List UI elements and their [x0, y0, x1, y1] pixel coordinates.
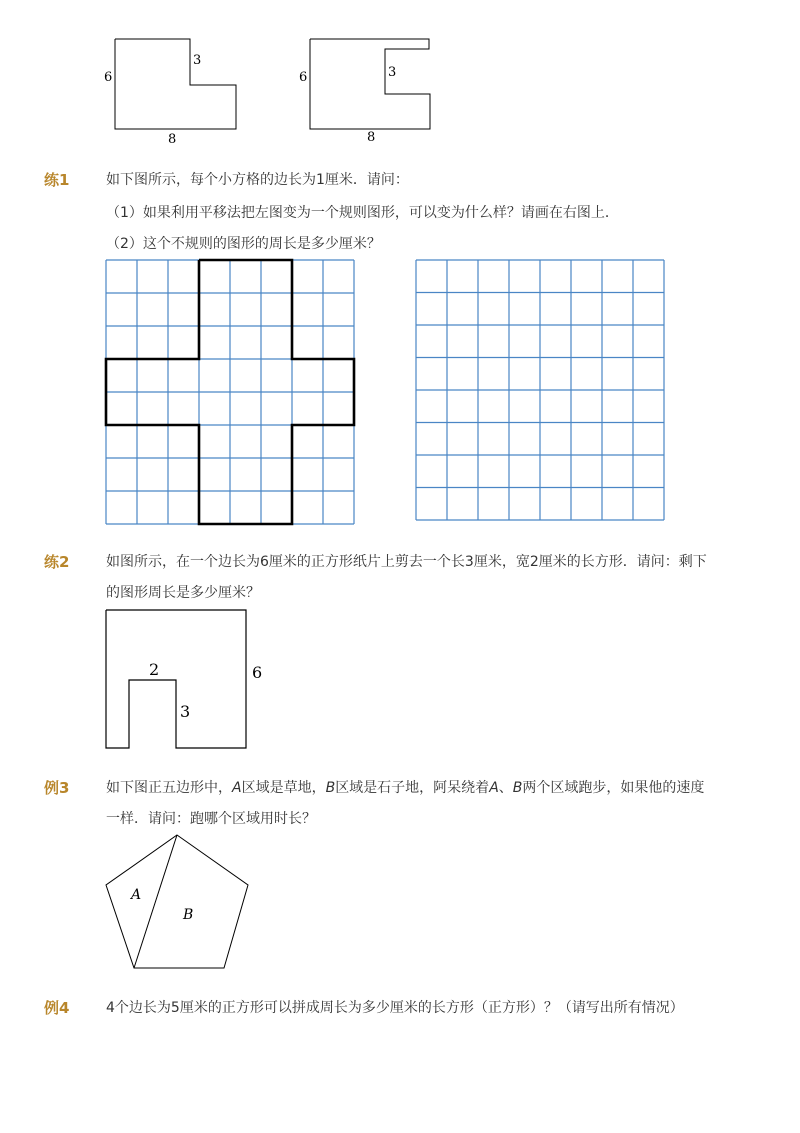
- left-figure-outline: [115, 39, 236, 129]
- right-figure-outline: [310, 39, 430, 129]
- ex3-var-b2: B: [512, 780, 523, 796]
- left-notch-label: 3: [193, 53, 202, 68]
- ex3-line1-part-b: 区域是草地，: [241, 780, 326, 796]
- top-figure-left: [100, 30, 250, 145]
- ex3-tag: 例3: [44, 779, 70, 797]
- ex4-tag: 例4: [44, 999, 70, 1017]
- right-height-label: 6: [299, 70, 308, 85]
- ex2-line1: 如图所示，在一个边长为6厘米的正方形纸片上剪去一个长3厘米，宽2厘米的长方形．请问：剩下: [106, 554, 707, 570]
- ex2-figure: [100, 605, 280, 755]
- ex2-label-height: 3: [180, 702, 191, 721]
- ex2-tag: 练2: [44, 553, 70, 571]
- ex2-label-width: 2: [149, 660, 160, 679]
- right-width-label: 8: [367, 130, 376, 145]
- ex1-line3: （2）这个不规则的图形的周长是多少厘米？: [106, 236, 381, 252]
- ex3-line1-part-c: 区域是石子地，阿呆绕着: [335, 780, 490, 796]
- ex3-line1: [106, 778, 704, 798]
- ex2-label-side: 6: [252, 663, 263, 682]
- ex1-line2: （1）如果利用平移法把左图变为一个规则图形，可以变为什么样？请画在右图上．: [106, 205, 619, 221]
- pentagon-outline: [106, 835, 248, 968]
- ex1-tag: 练1: [44, 171, 70, 189]
- ex1-left-grid: [104, 258, 356, 528]
- ex1-line1: 如下图所示，每个小方格的边长为1厘米．请问：: [106, 172, 409, 188]
- ex2-shape-outline: [106, 610, 246, 748]
- ex3-sep: 、: [498, 780, 513, 796]
- ex3-line1-part-d: 两个区域跑步，如果他的速度: [522, 780, 705, 796]
- left-width-label: 8: [168, 132, 177, 147]
- ex2-line2: 的图形周长是多少厘米？: [106, 585, 260, 601]
- left-height-label: 6: [104, 70, 113, 85]
- ex3-line1-part-a: 如下图正五边形中，: [106, 780, 232, 796]
- ex3-line2: 一样．请问：跑哪个区域用时长？: [106, 811, 316, 827]
- region-b-label: B: [183, 907, 194, 923]
- ex3-var-a: A: [232, 780, 242, 796]
- ex3-var-a2: A: [489, 780, 499, 796]
- ex1-right-grid: [414, 258, 666, 523]
- ex3-pentagon-figure: [100, 830, 260, 975]
- top-figure-right: [295, 30, 445, 145]
- ex3-var-b: B: [325, 780, 336, 796]
- ex4-line1: 4个边长为5厘米的正方形可以拼成周长为多少厘米的长方形（正方形）？（请写出所有情况）: [106, 1000, 684, 1016]
- region-a-label: A: [131, 887, 142, 903]
- right-notch-label: 3: [388, 65, 397, 80]
